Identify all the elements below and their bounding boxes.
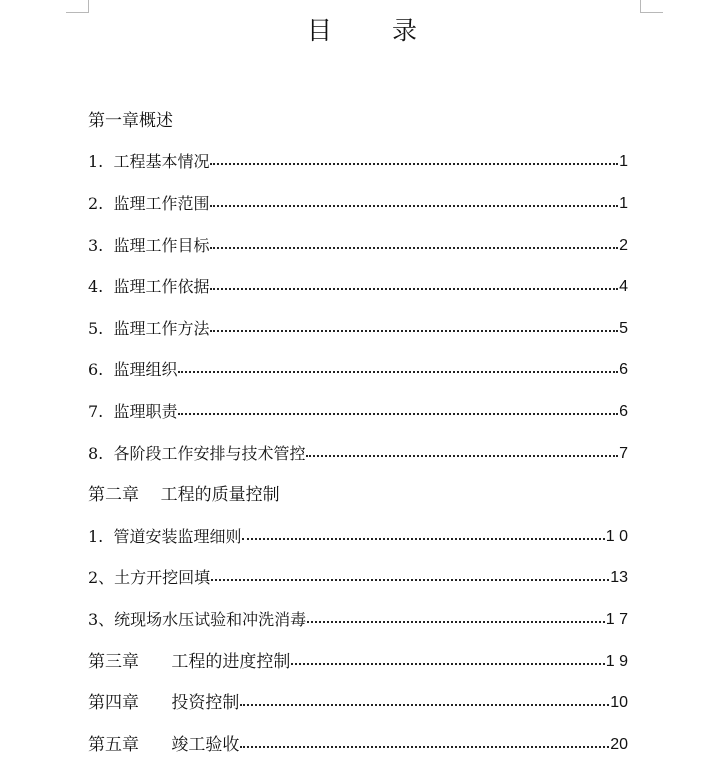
toc-entry-label: 2. 监理工作范围 <box>88 193 210 213</box>
toc-entry[interactable] <box>88 266 628 308</box>
dot-leader <box>210 319 618 339</box>
toc-entry-page: 1 <box>619 153 628 171</box>
toc-entry-label: 第五章 竣工验收 <box>88 734 240 755</box>
toc-entry-label: 5. 监理工作方法 <box>88 318 210 338</box>
dot-leader <box>210 152 618 172</box>
toc-entry-label: 4. 监理工作依据 <box>88 277 210 297</box>
toc-entry-page: 5 <box>619 319 628 337</box>
toc-entry-page: 1 7 <box>605 610 628 628</box>
toc-entry[interactable] <box>88 558 628 600</box>
toc-entry[interactable] <box>88 391 628 433</box>
toc-entry-chapter-4[interactable] <box>88 682 628 724</box>
toc-entry-page: 1 <box>619 194 628 212</box>
toc-entry-page: 1 9 <box>605 652 628 670</box>
dot-leader <box>210 236 618 256</box>
toc-entry-label: 1. 管道安装监理细则 <box>88 526 242 546</box>
dot-leader <box>306 444 618 464</box>
toc-entry-label: 第一章概述 <box>88 110 173 131</box>
toc-entry-label: 第二章 工程的质量控制 <box>88 485 280 506</box>
toc-entry[interactable] <box>88 183 628 225</box>
toc-entry[interactable] <box>88 142 628 184</box>
toc-entry[interactable] <box>88 599 628 641</box>
toc-entry-chapter-3[interactable] <box>88 641 628 683</box>
dot-leader <box>240 693 609 713</box>
toc-entry[interactable] <box>88 225 628 267</box>
crop-mark-top-left <box>66 0 89 13</box>
table-of-contents <box>88 100 628 766</box>
toc-entry-label: 8. 各阶段工作安排与技术管控 <box>88 443 306 463</box>
toc-entry-page: 2 <box>619 236 628 254</box>
toc-entry-label: 6. 监理组织 <box>88 360 178 380</box>
toc-entry-label: 1. 工程基本情况 <box>88 152 210 172</box>
toc-entry-label: 7. 监理职责 <box>88 401 178 421</box>
toc-entry-label: 第四章 投资控制 <box>88 693 240 714</box>
dot-leader <box>178 360 618 380</box>
dot-leader <box>211 568 609 588</box>
toc-entry-page: 13 <box>610 569 628 587</box>
toc-entry-label: 3、统现场水压试验和冲洗消毒 <box>88 609 307 629</box>
toc-entry-page: 6 <box>619 361 628 379</box>
toc-entry-label: 2、土方开挖回填 <box>88 568 211 588</box>
toc-entry[interactable] <box>88 308 628 350</box>
toc-entry-page: 4 <box>619 278 628 296</box>
toc-entry-page: 1 0 <box>605 527 628 545</box>
toc-entry-page: 20 <box>610 735 628 753</box>
toc-entry[interactable] <box>88 433 628 475</box>
toc-entry-chapter-2[interactable] <box>88 474 628 516</box>
toc-entry-chapter-5[interactable] <box>88 724 628 766</box>
dot-leader <box>210 277 618 297</box>
dot-leader <box>178 402 618 422</box>
dot-leader <box>242 527 604 547</box>
toc-entry[interactable] <box>88 516 628 558</box>
dot-leader <box>307 610 605 630</box>
dot-leader <box>291 652 604 672</box>
toc-entry-label: 第三章 工程的进度控制 <box>88 651 291 672</box>
toc-entry[interactable] <box>88 350 628 392</box>
crop-mark-top-right <box>640 0 663 13</box>
toc-entry-page: 7 <box>619 444 628 462</box>
toc-entry-chapter-1[interactable] <box>88 100 628 142</box>
toc-entry-label: 3. 监理工作目标 <box>88 235 210 255</box>
toc-entry-page: 10 <box>610 694 628 712</box>
toc-title: 目 录 <box>307 16 443 45</box>
dot-leader <box>210 194 618 214</box>
dot-leader <box>240 735 609 755</box>
toc-entry-page: 6 <box>619 402 628 420</box>
